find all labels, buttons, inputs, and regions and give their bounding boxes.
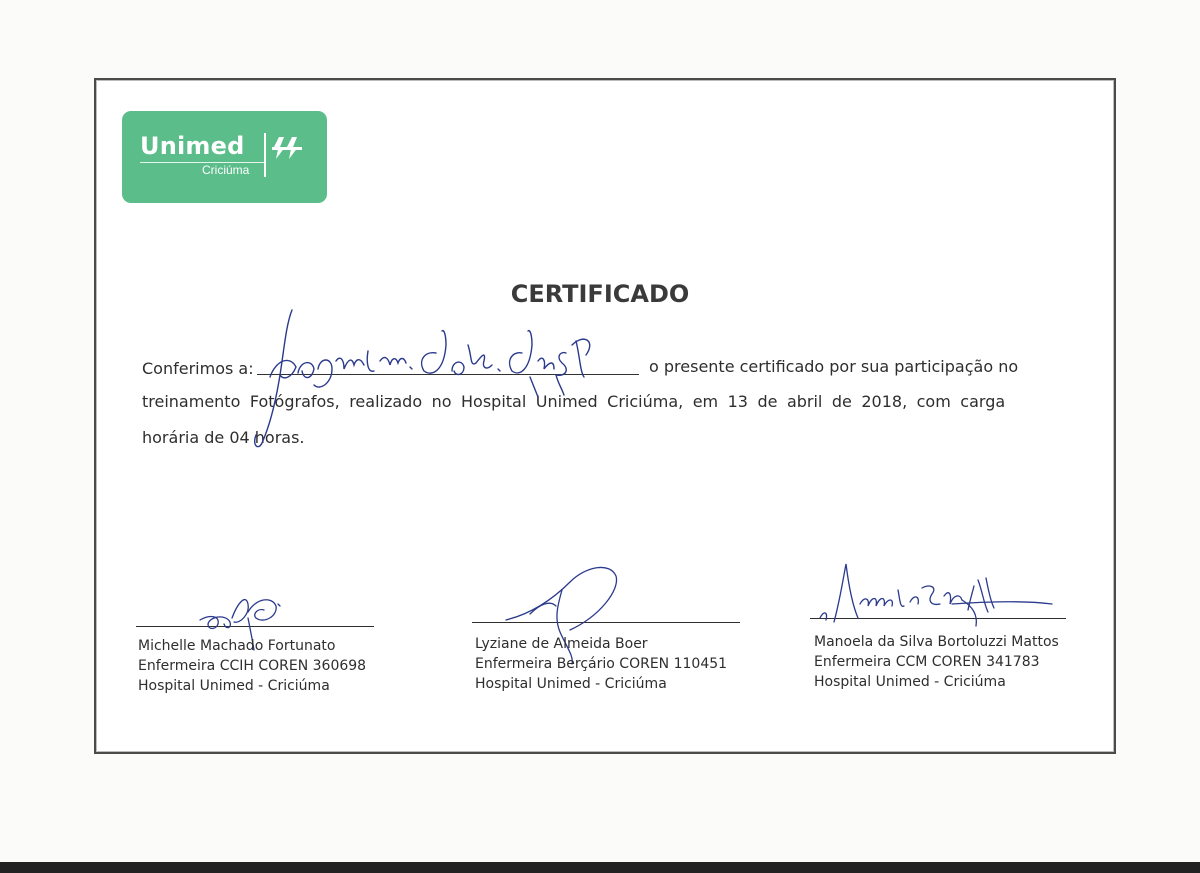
recipient-signature: [240, 305, 600, 455]
certificate-text-line3: horária de 04 horas.: [142, 428, 305, 447]
signatory-org-2: Hospital Unimed - Criciúma: [475, 676, 667, 692]
signatory-block-3: [814, 632, 1059, 692]
signatory-block-1: [138, 636, 366, 696]
logo-separator: [264, 133, 266, 177]
logo-city: Criciúma: [202, 163, 250, 177]
signatory-name-3: Manoela da Silva Bortoluzzi Mattos: [814, 634, 1059, 650]
unimed-logo: [122, 111, 327, 203]
signatory-block-2: [475, 634, 727, 694]
signatory-name-1: Michelle Machado Fortunato: [138, 638, 336, 654]
signatory-role-3: Enfermeira CCM COREN 341783: [814, 654, 1040, 670]
signatory-org-3: Hospital Unimed - Criciúma: [814, 674, 1006, 690]
certificate-text-line1: o presente certificado por sua participação no: [649, 357, 1019, 376]
certificate-title: CERTIFICADO: [510, 280, 690, 308]
signatory-role-1: Enfermeira CCIH COREN 360698: [138, 658, 367, 674]
signatory-role-2: Enfermeira Berçário COREN 110451: [475, 656, 728, 672]
certificate-text-line2: treinamento Fotógrafos, realizado no Hospital Unimed Criciúma, em 13 de abril de 2018, com carga: [142, 392, 1006, 411]
logo-brand: Unimed: [140, 132, 245, 160]
signatory-org-1: Hospital Unimed - Criciúma: [138, 678, 330, 694]
scan-bottom-edge: [0, 862, 1200, 873]
signatory-name-2: Lyziane de Almeida Boer: [475, 636, 648, 652]
conferimos-label: Conferimos a:: [142, 359, 254, 378]
unimed-emblem-icon: [270, 135, 304, 161]
